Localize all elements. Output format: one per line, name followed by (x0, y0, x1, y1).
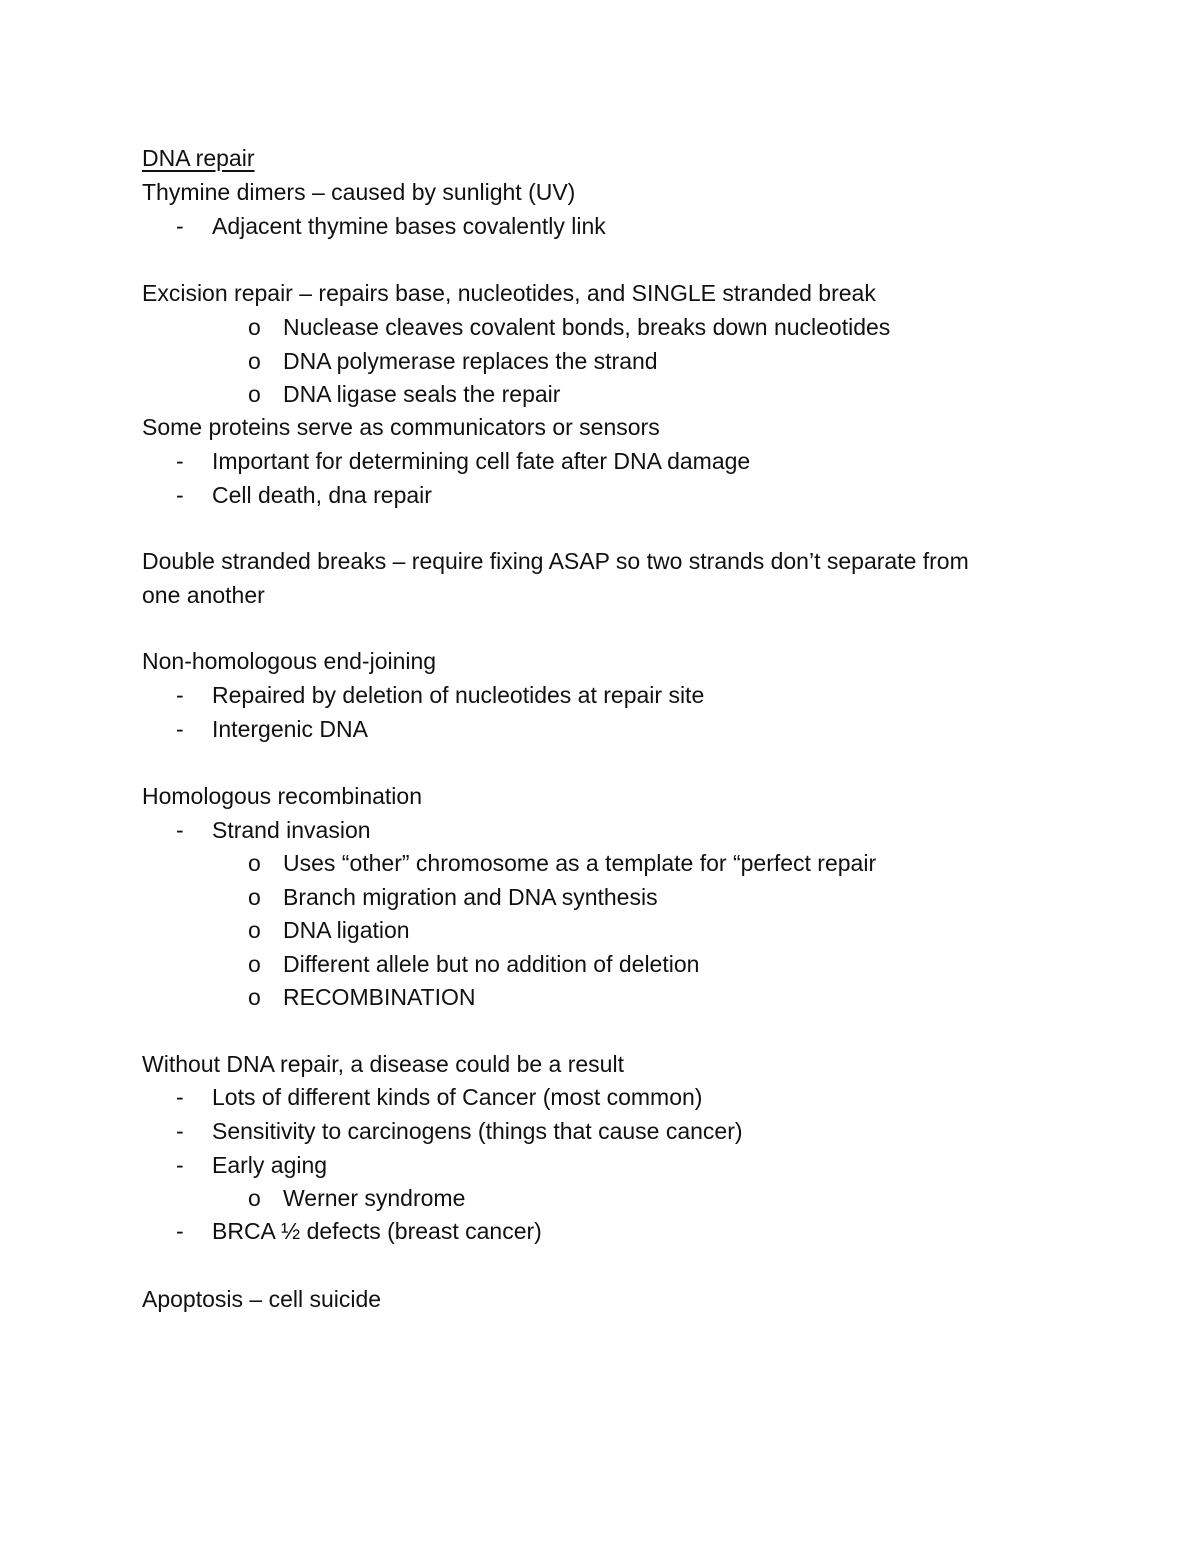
text-line: BRCA ½ defects (breast cancer) (212, 1218, 542, 1244)
dash-bullet: - (176, 1084, 184, 1110)
circle-bullet: o (248, 381, 261, 407)
dash-bullet: - (176, 482, 184, 508)
dash-bullet: - (176, 817, 184, 843)
circle-bullet: o (248, 314, 261, 340)
text-line: Apoptosis – cell suicide (142, 1286, 382, 1312)
dash-bullet: - (176, 448, 184, 474)
text-line: Thymine dimers – caused by sunlight (UV) (142, 179, 576, 205)
text-line: Adjacent thymine bases covalently link (212, 213, 606, 239)
circle-bullet: o (248, 951, 261, 977)
text-line: one another (142, 582, 265, 608)
text-line: Early aging (212, 1152, 328, 1178)
circle-bullet: o (248, 884, 261, 910)
text-line: Sensitivity to carcinogens (things that cause cancer) (212, 1118, 743, 1144)
text-line: Nuclease cleaves covalent bonds, breaks down nucleotides (283, 314, 891, 340)
text-line: Without DNA repair, a disease could be a result (142, 1051, 624, 1077)
circle-bullet: o (248, 1185, 261, 1211)
text-line: Repaired by deletion of nucleotides at repair site (212, 682, 705, 708)
text-line: RECOMBINATION (283, 984, 476, 1010)
circle-bullet: o (248, 984, 261, 1010)
text-line: Non-homologous end-joining (142, 648, 437, 674)
text-line: Strand invasion (212, 817, 371, 843)
text-line: Double stranded breaks – require fixing ASAP so two strands don’t separate from (142, 548, 969, 574)
text-line: Homologous recombination (142, 783, 422, 809)
text-line: Branch migration and DNA synthesis (283, 884, 658, 910)
dash-bullet: - (176, 682, 184, 708)
text-line: Some proteins serve as communicators or sensors (142, 414, 660, 440)
document-title: DNA repair (142, 145, 255, 171)
circle-bullet: o (248, 348, 261, 374)
text-line: Important for determining cell fate after DNA damage (212, 448, 751, 474)
text-line: DNA ligase seals the repair (283, 381, 561, 407)
text-line: Uses “other” chromosome as a template for “perfect repair (283, 850, 877, 876)
text-line: Intergenic DNA (212, 716, 368, 742)
circle-bullet: o (248, 850, 261, 876)
text-line: Excision repair – repairs base, nucleotides, and SINGLE stranded break (142, 280, 876, 306)
text-line: DNA polymerase replaces the strand (283, 348, 658, 374)
circle-bullet: o (248, 917, 261, 943)
dash-bullet: - (176, 1152, 184, 1178)
text-line: Lots of different kinds of Cancer (most common) (212, 1084, 703, 1110)
dash-bullet: - (176, 1218, 184, 1244)
text-line: DNA ligation (283, 917, 410, 943)
text-line: Different allele but no addition of deletion (283, 951, 700, 977)
dash-bullet: - (176, 1118, 184, 1144)
text-line: Werner syndrome (283, 1185, 466, 1211)
dash-bullet: - (176, 213, 184, 239)
dash-bullet: - (176, 716, 184, 742)
text-line: Cell death, dna repair (212, 482, 432, 508)
